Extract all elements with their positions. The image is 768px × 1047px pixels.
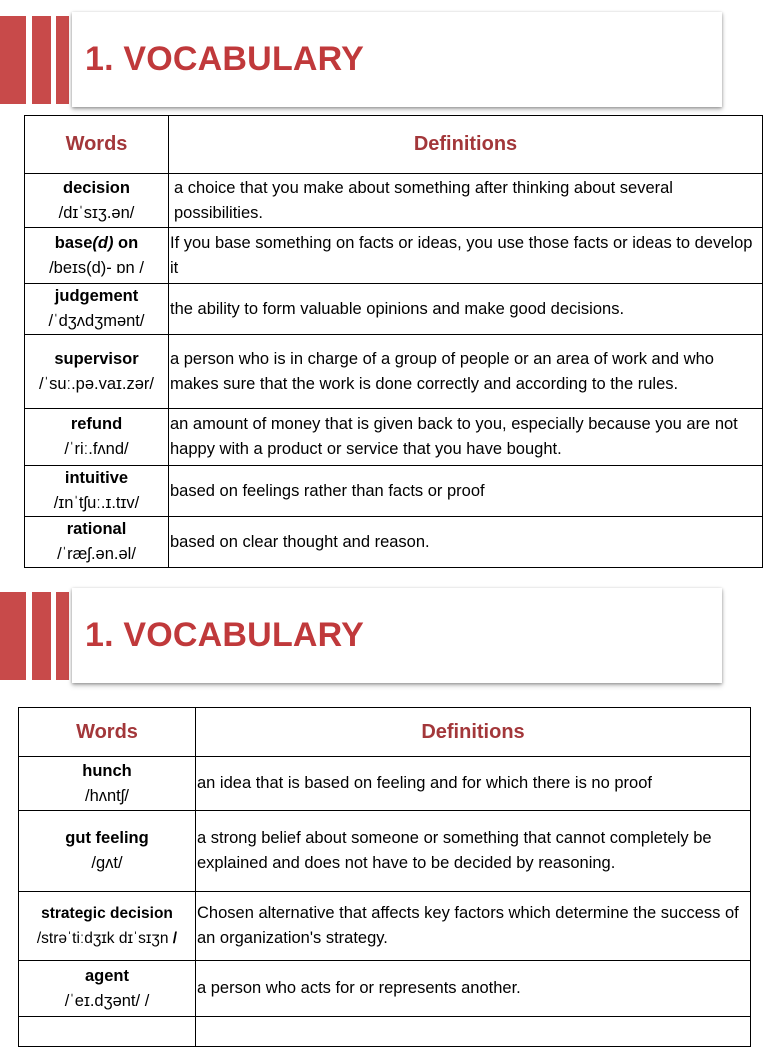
word-cell	[25, 466, 169, 517]
table-row	[25, 335, 763, 409]
phonetic-part: /strəˈtiːdʒɪk dɪˈsɪʒn	[36, 930, 169, 947]
definition: Chosen alternative that affects key factors which determine the success of an organization's strategy.	[196, 892, 751, 961]
table-header-row	[19, 708, 751, 757]
header-words: Words	[25, 116, 169, 174]
word-cell	[19, 1017, 196, 1047]
word-cell	[19, 892, 196, 961]
word-part-italic: (d)	[92, 233, 114, 252]
table-row	[25, 174, 763, 228]
phonetic: /ɪnˈtʃuː.ɪ.tɪv/	[53, 494, 140, 512]
word: supervisor	[54, 349, 139, 368]
phonetic: /ˈsuː.pə.vaɪ.zər/	[38, 374, 154, 393]
table-row	[19, 892, 751, 961]
header-definitions: Definitions	[169, 116, 763, 174]
word-cell	[25, 517, 169, 568]
definition: a choice that you make about something after thinking about several possibilities.	[169, 174, 763, 228]
word: refund	[70, 415, 123, 433]
decor-bar	[0, 592, 26, 680]
header-words: Words	[19, 708, 196, 757]
definition: a person who acts for or represents another.	[196, 961, 751, 1017]
word: rational	[66, 520, 127, 538]
table-header-row	[25, 116, 763, 174]
word: strategic decision	[41, 905, 173, 922]
word-cell	[25, 228, 169, 284]
decor-bar	[32, 592, 51, 680]
phonetic: /hʌntʃ/	[84, 786, 130, 805]
word: intuitive	[64, 469, 129, 487]
word-cell	[25, 284, 169, 335]
table-row	[19, 1017, 751, 1047]
word: agent	[84, 966, 129, 985]
decor-bar	[56, 16, 69, 104]
word-part: on	[113, 233, 139, 252]
word-cell	[19, 811, 196, 892]
decor-bar	[56, 592, 69, 680]
definition: the ability to form valuable opinions and make good decisions.	[169, 284, 763, 335]
vocabulary-table	[18, 707, 751, 1047]
word-part: base	[54, 233, 93, 252]
word	[25, 231, 168, 256]
word: gut feeling	[65, 829, 149, 847]
phonetic: /ˈeɪ.dʒənt/ /	[64, 991, 150, 1010]
table-row	[25, 466, 763, 517]
word-cell	[25, 335, 169, 409]
definition: based on feelings rather than facts or proof	[169, 466, 763, 517]
table-row	[25, 409, 763, 466]
section-title-banner	[72, 12, 722, 107]
table-row	[25, 284, 763, 335]
definition: based on clear thought and reason.	[169, 517, 763, 568]
word-cell	[19, 961, 196, 1017]
table-row	[25, 517, 763, 568]
definition: an idea that is based on feeling and for which there is no proof	[196, 757, 751, 811]
definition: a person who is in charge of a group of people or an area of work and who makes sure that the work is done correctly and according to the rules.	[169, 335, 763, 409]
vocabulary-table	[24, 115, 763, 568]
word-cell	[25, 409, 169, 466]
definition: a strong belief about someone or something that cannot completely be explained and does not have to be decided by reasoning.	[196, 811, 751, 892]
phonetic: /ˈriː.fʌnd/	[64, 440, 129, 458]
phonetic-tail: /	[168, 930, 178, 947]
table-row	[19, 757, 751, 811]
definition: If you base something on facts or ideas, you use those facts or ideas to develop it	[169, 228, 763, 284]
section-title: 1. VOCABULARY	[85, 40, 365, 78]
word-cell	[19, 757, 196, 811]
decor-bar	[0, 16, 26, 104]
header-definitions: Definitions	[196, 708, 751, 757]
table-row	[19, 961, 751, 1017]
phonetic	[19, 926, 195, 951]
section-title-banner	[72, 588, 722, 683]
definition	[196, 1017, 751, 1047]
phonetic: /ˈdʒʌdʒmənt/	[48, 312, 145, 330]
word: judgement	[54, 287, 139, 305]
table-row	[25, 228, 763, 284]
definition: an amount of money that is given back to you, especially because you are not happy with a product or service that you have bought.	[169, 409, 763, 466]
phonetic: /dɪˈsɪʒ.ən/	[58, 203, 135, 222]
table-row	[19, 811, 751, 892]
word-cell	[25, 174, 169, 228]
word: hunch	[82, 761, 132, 780]
decor-bar	[32, 16, 51, 104]
phonetic: /gʌt/	[91, 854, 123, 872]
phonetic: /ˈræʃ.ən.əl/	[57, 545, 136, 563]
word: decision	[63, 178, 130, 197]
section-title: 1. VOCABULARY	[85, 616, 365, 654]
phonetic: /beɪs(d)- ɒn /	[49, 258, 144, 277]
